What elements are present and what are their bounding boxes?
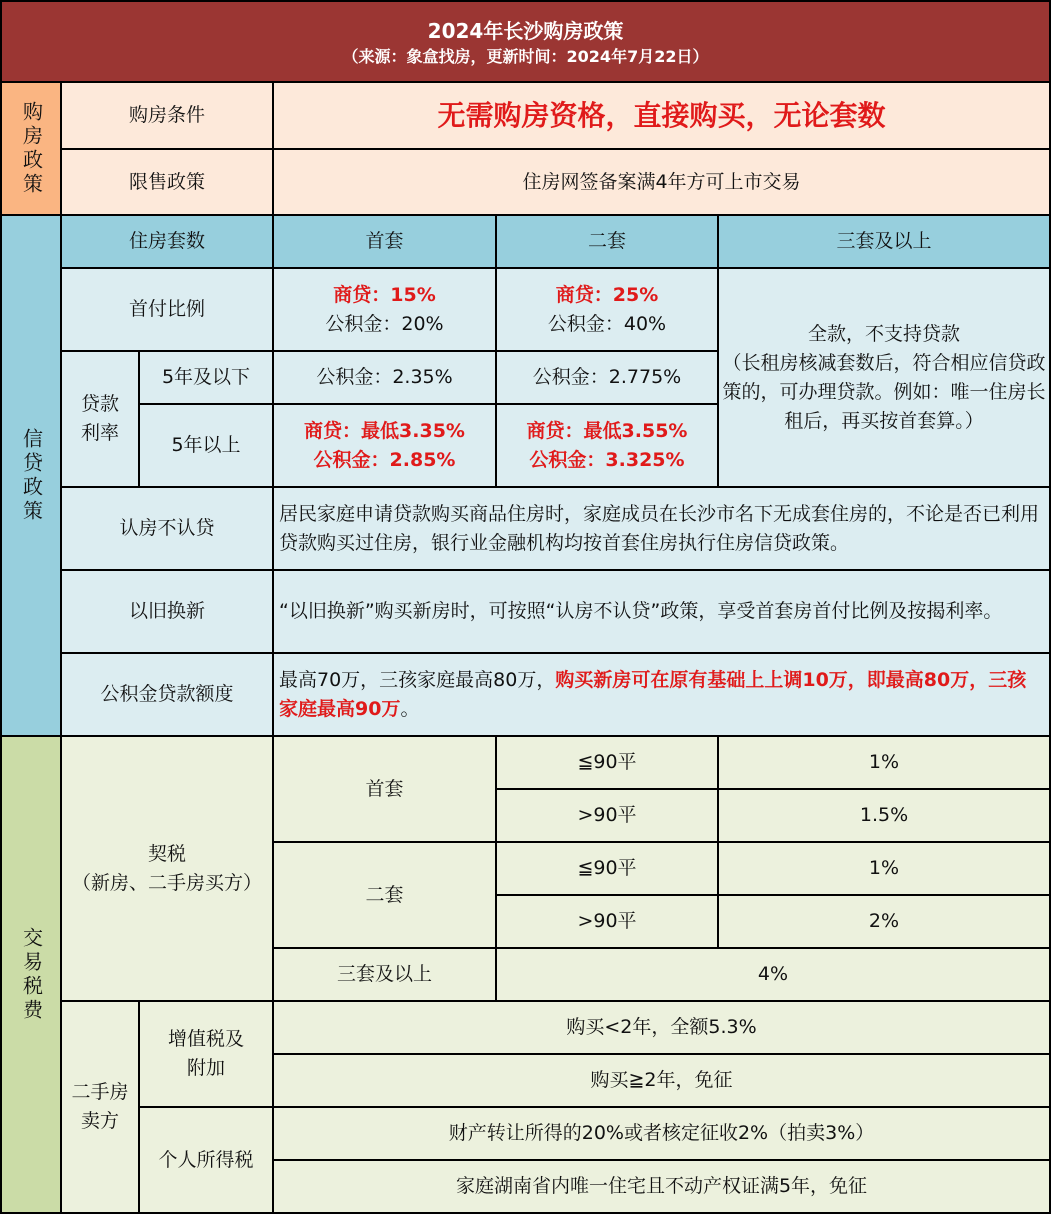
purchase-condition-text: 无需购房资格，直接购买，无论套数 — [437, 98, 886, 132]
deed-second-small-rate: 1% — [719, 843, 1049, 894]
table-header — [2, 2, 1049, 81]
rate-long-term-second — [497, 405, 717, 486]
deed-first-label: 首套 — [274, 737, 495, 841]
deed-third-rate: 4% — [497, 949, 1049, 1000]
purchase-condition-value — [274, 83, 1049, 148]
down-payment-first-fund: 公积金：20% — [325, 312, 444, 335]
deed-third-label: 三套及以上 — [274, 949, 495, 1000]
seller-label — [62, 1002, 138, 1212]
fund-limit-text — [279, 666, 1045, 724]
deed-tax-label — [62, 737, 272, 1000]
vat-over-two-years: 购买≧2年，免征 — [274, 1055, 1049, 1106]
col-header-third: 三套及以上 — [719, 216, 1049, 267]
income-tax-rate: 财产转让所得的20%或者核定征收2%（拍卖3%） — [274, 1108, 1049, 1159]
third-home-note-detail: （长租房核减套数后，符合相应信贷政策的，可办理贷款。例如：唯一住房长租后，再买按首套算。） — [722, 351, 1046, 432]
recognize-home-value — [274, 488, 1049, 569]
trade-in-text: “以旧换新”购买新房时，可按照“认房不认贷”政策，享受首套房首付比例及按揭利率。 — [279, 600, 1003, 622]
deed-first-large-rate: 1.5% — [719, 790, 1049, 841]
deed-first-large-area: >90平 — [497, 790, 717, 841]
income-tax-exempt: 家庭湖南省内唯一住宅且不动产权证满5年，免征 — [274, 1161, 1049, 1212]
col-header-second: 二套 — [497, 216, 717, 267]
down-payment-first-commercial: 商贷：15% — [333, 283, 436, 306]
down-payment-label: 首付比例 — [62, 269, 272, 350]
purchase-condition-label: 购房条件 — [62, 83, 272, 148]
section-label-credit: 信贷政策 — [2, 216, 60, 735]
rate-long-second-fund: 公积金：3.325% — [529, 448, 685, 471]
down-payment-second-fund: 公积金：40% — [547, 312, 667, 335]
vat-under-two-years: 购买<2年，全额5.3% — [274, 1002, 1049, 1053]
down-payment-second — [497, 269, 717, 350]
deed-second-large-rate: 2% — [719, 896, 1049, 947]
page-title: 2024年长沙购房政策 — [427, 18, 624, 43]
rate-long-term-first — [274, 405, 495, 486]
rate-long-first-fund: 公积金：2.85% — [313, 448, 456, 471]
resale-policy-label: 限售政策 — [62, 150, 272, 214]
fund-limit-end: 。 — [400, 697, 420, 720]
deed-first-small-rate: 1% — [719, 737, 1049, 788]
col-header-count: 住房套数 — [62, 216, 272, 267]
vat-label — [140, 1002, 272, 1106]
loan-rate-label-text: 贷款利率 — [80, 393, 119, 444]
deed-second-label: 二套 — [274, 843, 495, 947]
page-subtitle: （来源：象盒找房，更新时间：2024年7月22日） — [342, 46, 709, 66]
deed-second-large-area: >90平 — [497, 896, 717, 947]
rate-long-first-commercial: 商贷：最低3.35% — [304, 419, 465, 442]
rate-short-term-label: 5年及以下 — [140, 352, 272, 403]
trade-in-label: 以旧换新 — [62, 571, 272, 652]
col-header-first: 首套 — [274, 216, 495, 267]
down-payment-first — [274, 269, 495, 350]
deed-second-small-area: ≦90平 — [497, 843, 717, 894]
income-tax-label: 个人所得税 — [140, 1108, 272, 1212]
third-home-credit-note — [719, 269, 1049, 486]
recognize-home-text: 居民家庭申请贷款购买商品住房时，家庭成员在长沙市名下无成套住房的，不论是否已利用贷款购买过住房，银行业金融机构均按首套住房执行住房信贷政策。 — [279, 502, 1040, 554]
fund-limit-label: 公积金贷款额度 — [62, 654, 272, 735]
rate-long-second-commercial: 商贷：最低3.55% — [526, 419, 688, 442]
section-label-purchase: 购房政策 — [2, 83, 60, 214]
fund-limit-highlight: 购买新房可在原有基础上上调10万，即最高80万，三孩家庭最高90万 — [279, 668, 1027, 720]
loan-rate-label — [62, 352, 138, 486]
third-home-note-main: 全款，不支持贷款 — [807, 322, 960, 345]
rate-short-term-second: 公积金：2.775% — [497, 352, 717, 403]
fund-limit-plain: 最高70万，三孩家庭最高80万， — [279, 668, 556, 691]
rate-long-term-label: 5年以上 — [140, 405, 272, 486]
resale-policy-value: 住房网签备案满4年方可上市交易 — [274, 150, 1049, 214]
deed-tax-label-main: 契税 — [147, 842, 186, 865]
deed-tax-label-sub: （新房、二手房买方） — [71, 871, 262, 894]
seller-label-text: 二手房卖方 — [71, 1081, 129, 1132]
recognize-home-label: 认房不认贷 — [62, 488, 272, 569]
vat-label-text: 增值税及附加 — [167, 1028, 244, 1079]
fund-limit-value — [274, 654, 1049, 735]
trade-in-value — [274, 571, 1049, 652]
down-payment-second-commercial: 商贷：25% — [555, 283, 659, 306]
section-label-tax: 交易税费 — [2, 737, 60, 1212]
deed-first-small-area: ≦90平 — [497, 737, 717, 788]
rate-short-term-first: 公积金：2.35% — [274, 352, 495, 403]
